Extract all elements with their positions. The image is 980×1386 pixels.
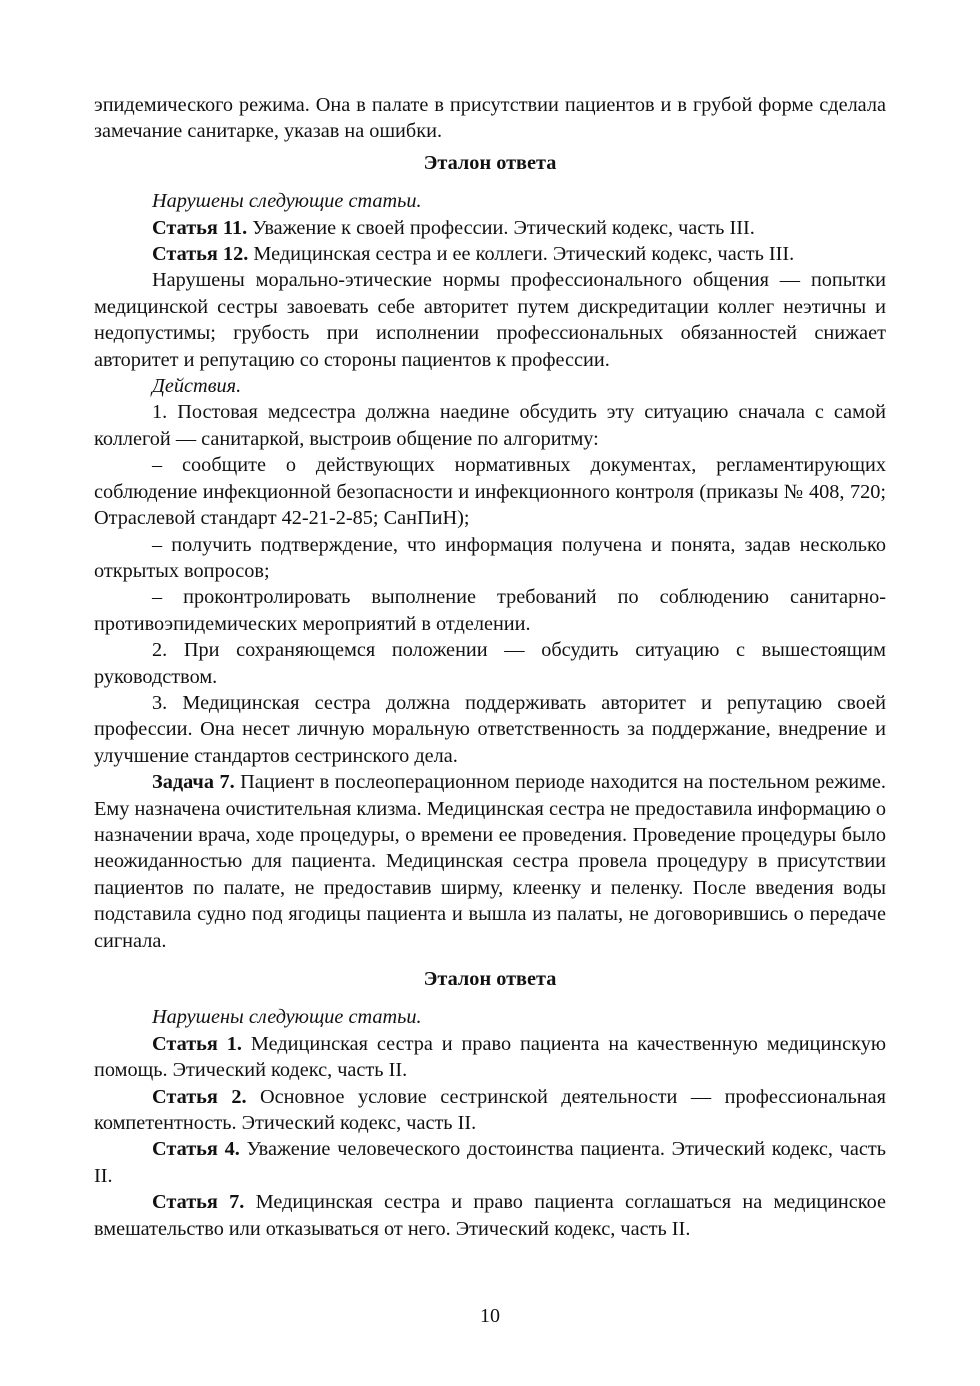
article-7-paragraph: Статья 7. Медицинская сестра и право пациента соглашаться на медицинское вмешательство или отказываться от него. Этический кодекс, часть II. <box>94 1191 886 1240</box>
article-11-paragraph: Статья 11. Уважение к своей профессии. Этический кодекс, часть III. <box>152 216 755 239</box>
article-1-paragraph: Статья 1. Медицинская сестра и право пациента на качественную медицинскую помощь. Этический кодекс, часть II. <box>94 1032 886 1082</box>
document-page <box>94 92 886 1242</box>
answer-heading-2: Эталон ответа <box>423 968 557 990</box>
article-2-paragraph: Статья 2. Основное условие сестринской деятельности — профессиональная компетентность. Этический кодекс, часть II. <box>94 1085 886 1135</box>
task-7-paragraph: Задача 7. Пациент в послеоперационном периоде находится на постельном режиме. Ему назначена очистительная клизма. Медицинская сестра не предоставила информацию о назначении врача, ходе процедуры, о времени ее проведения. Проведение процедуры было неожиданностью для пациента. Медицинская сестра провела процедуру в присутствии пациентов по палате, не предоставив ширму, клеенку и пеленку. После введения воды подставила судно под ягодицы пациента и вышла из палаты, не договорившись о передаче сигнала. <box>94 771 886 952</box>
action-item: – получить подтверждение, что информация получена и понята, задав несколько открытых вопросов; <box>94 533 886 582</box>
actions-label: Действия. <box>152 375 242 398</box>
article-4-paragraph: Статья 4. Уважение человеческого достоинства пациента. Этический кодекс, часть II. <box>94 1138 886 1187</box>
article-12-paragraph: Статья 12. Медицинская сестра и ее коллеги. Этический кодекс, часть III. <box>152 243 795 266</box>
intro-paragraph: эпидемического режима. Она в палате в присутствии пациентов и в грубой форме сделала замечание санитарке, указав на ошибки. <box>94 94 886 143</box>
action-item: 3. Медицинская сестра должна поддерживать авторитет и репутацию своей профессии. Она несет личную моральную ответственность за поддержание, внедрение и улучшение стандартов сестринского дела. <box>94 691 886 767</box>
answer-heading-1: Эталон ответа <box>423 151 557 174</box>
violated-articles-label-1: Нарушены следующие статьи. <box>152 190 422 213</box>
action-item: – сообщите о действующих нормативных документах, регламентирующих соблюдение инфекционной безопасности и инфекционного контроля (приказы № 408, 720; Отраслевой стандарт 42-21-2-85; СанПиН); <box>94 454 886 530</box>
action-item: 2. При сохраняющемся положении — обсудить ситуацию с вышестоящим руководством. <box>94 639 886 688</box>
violated-articles-label-2: Нарушены следующие статьи. <box>152 1006 422 1029</box>
norms-paragraph: Нарушены морально-этические нормы профессионального общения — попытки медицинской сестры завоевать себе авторитет путем дискредитации коллег неэтичны и недопустимы; грубость при исполнении профессиональных обязанностей снижает авторитет и репутацию со стороны пациентов к профессии. <box>94 269 886 371</box>
action-item: 1. Постовая медсестра должна наедине обсудить эту ситуацию сначала с самой коллегой — санитаркой, выстроив общение по алгоритму: <box>94 401 886 450</box>
action-item: – проконтролировать выполнение требований по соблюдению санитарно-противоэпидемических мероприятий в отделении. <box>94 586 886 635</box>
page-number: 10 <box>480 1305 500 1327</box>
